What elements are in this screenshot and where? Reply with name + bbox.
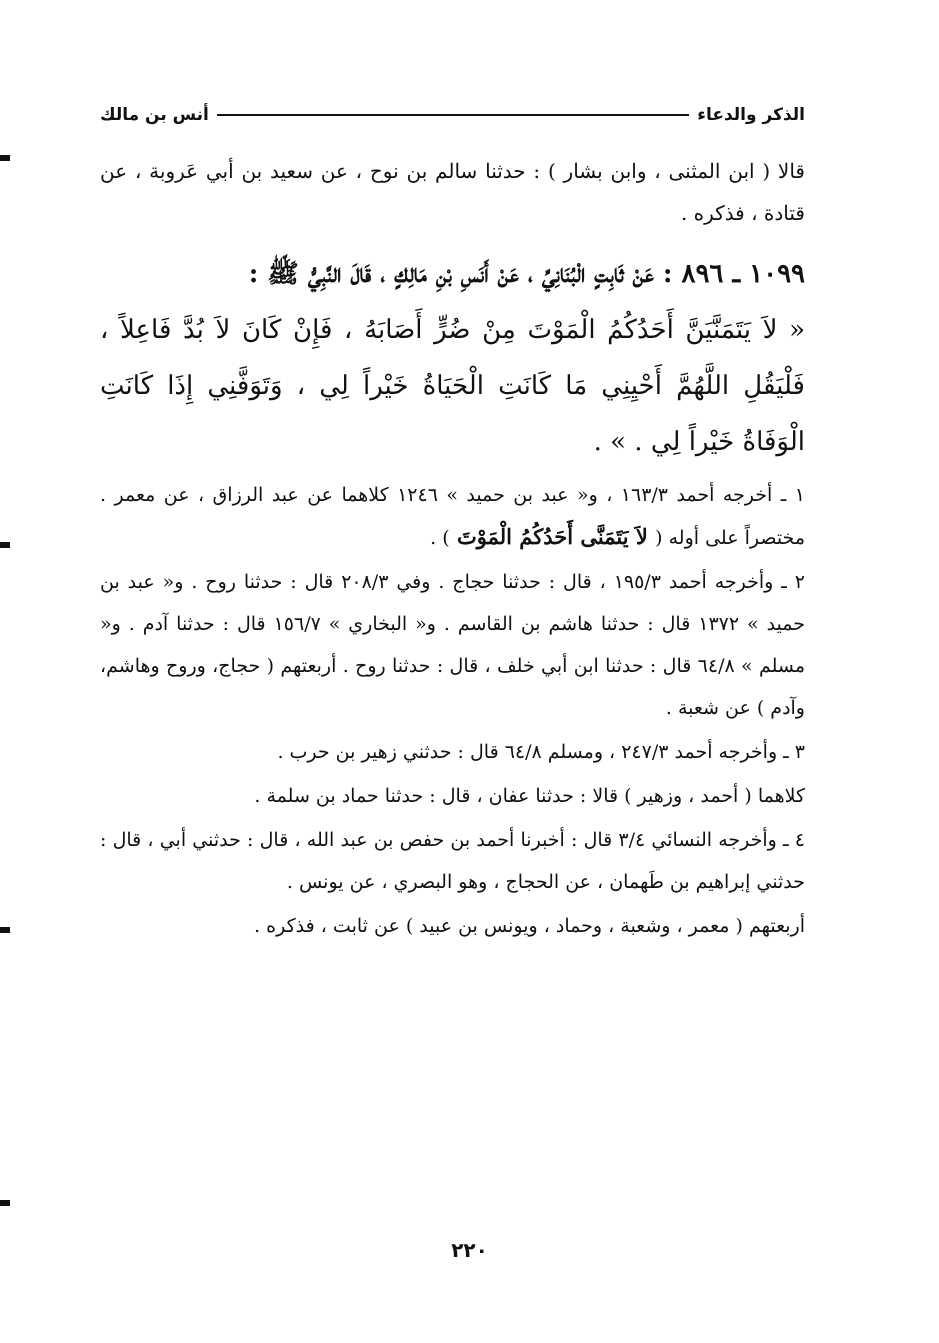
footnote-2: ٢ ـ وأخرجه أحمد ١٩٥/٣ ، قال : حدثنا حجاج . وفي ٢٠٨/٣ قال : حدثنا روح . و« عبد بن حميد » ١٣٧٢ قال : حدثنا هاشم بن القاسم . و« البخاري » ١٥٦/٧ قال : حدثنا آدم . و« مسلم » ٦٤/٨ قال : حدثنا ابن أبي خلف ، قال : حدثنا روح . أربعتهم ( حجاج، وروح وهاشم، وآدم ) عن شعبة . (100, 571, 806, 719)
footnote-1-tail: ) . (430, 527, 450, 549)
hadith-heading: ١٠٩٩ ـ ٨٩٦ : عَنْ ثَابِتٍ الْبُنَانِيِّ ، عَنْ أَنَسِ بْنِ مَالِكٍ ، قَالَ النَّبِيُّ ﷺ : (248, 259, 805, 289)
footnote-1 (100, 474, 805, 559)
scan-edge-mark (0, 1200, 10, 1206)
footnote-1-quote: لاَ يَتَمَنَّى أَحَدُكُمُ الْمَوْتَ (449, 524, 656, 549)
header-section-title: أنس بن مالك (100, 105, 209, 125)
scan-edge-mark (0, 927, 10, 933)
hadith-text: « لاَ يَتَمَنَّيَنَّ أَحَدُكُمُ الْمَوْتَ مِنْ ضُرٍّ أَصَابَهُ ، فَإِنْ كَانَ لاَ بُدَّ فَاعِلاً ، فَلْيَقُلِ اللَّهُمَّ أَحْيِنِي مَا كَانَتِ الْحَيَاةُ خَيْراً لِي ، وَتَوَفَّنِي إِذَا كَانَتِ الْوَفَاةُ خَيْراً لِي . » . (100, 315, 805, 457)
scan-edge-mark (0, 155, 10, 161)
page-number: ٢٢٠ (451, 1238, 488, 1262)
running-header (100, 98, 805, 132)
footnote-3: ٣ ـ وأخرجه أحمد ٢٤٧/٣ ، ومسلم ٦٤/٨ قال : حدثني زهير بن حرب . (277, 741, 805, 763)
footnote-1-text: ١ ـ أخرجه أحمد ١٦٣/٣ ، و« عبد بن حميد » ١٢٤٦ كلاهما عن عبد الرزاق ، عن معمر . مختصراً على أوله ( (100, 484, 805, 549)
intro-paragraph: قالا ( ابن المثنى ، وابن بشار ) : حدثنا سالم بن نوح ، عن سعيد بن أبي عَروبة ، عن قتادة ، فذكره . (100, 159, 805, 225)
footnotes (100, 474, 805, 947)
page-body (100, 150, 805, 949)
header-rule (217, 114, 689, 116)
scan-edge-mark (0, 542, 10, 548)
footnote-4: ٤ ـ وأخرجه النسائي ٣/٤ قال : أخبرنا أحمد بن حفص بن عبد الله ، قال : حدثني أبي ، قال : حدثني إبراهيم بن طَهمان ، عن الحجاج ، وهو البصري ، عن يونس . (100, 829, 805, 893)
footnote-3-continuation: كلاهما ( أحمد ، وزهير ) قالا : حدثنا عفان ، قال : حدثنا حماد بن سلمة . (254, 785, 805, 807)
header-chapter-title: الذكر والدعاء (697, 105, 805, 125)
footnote-4-continuation: أربعتهم ( معمر ، وشعبة ، وحماد ، ويونس بن عبيد ) عن ثابت ، فذكره . (254, 915, 805, 937)
